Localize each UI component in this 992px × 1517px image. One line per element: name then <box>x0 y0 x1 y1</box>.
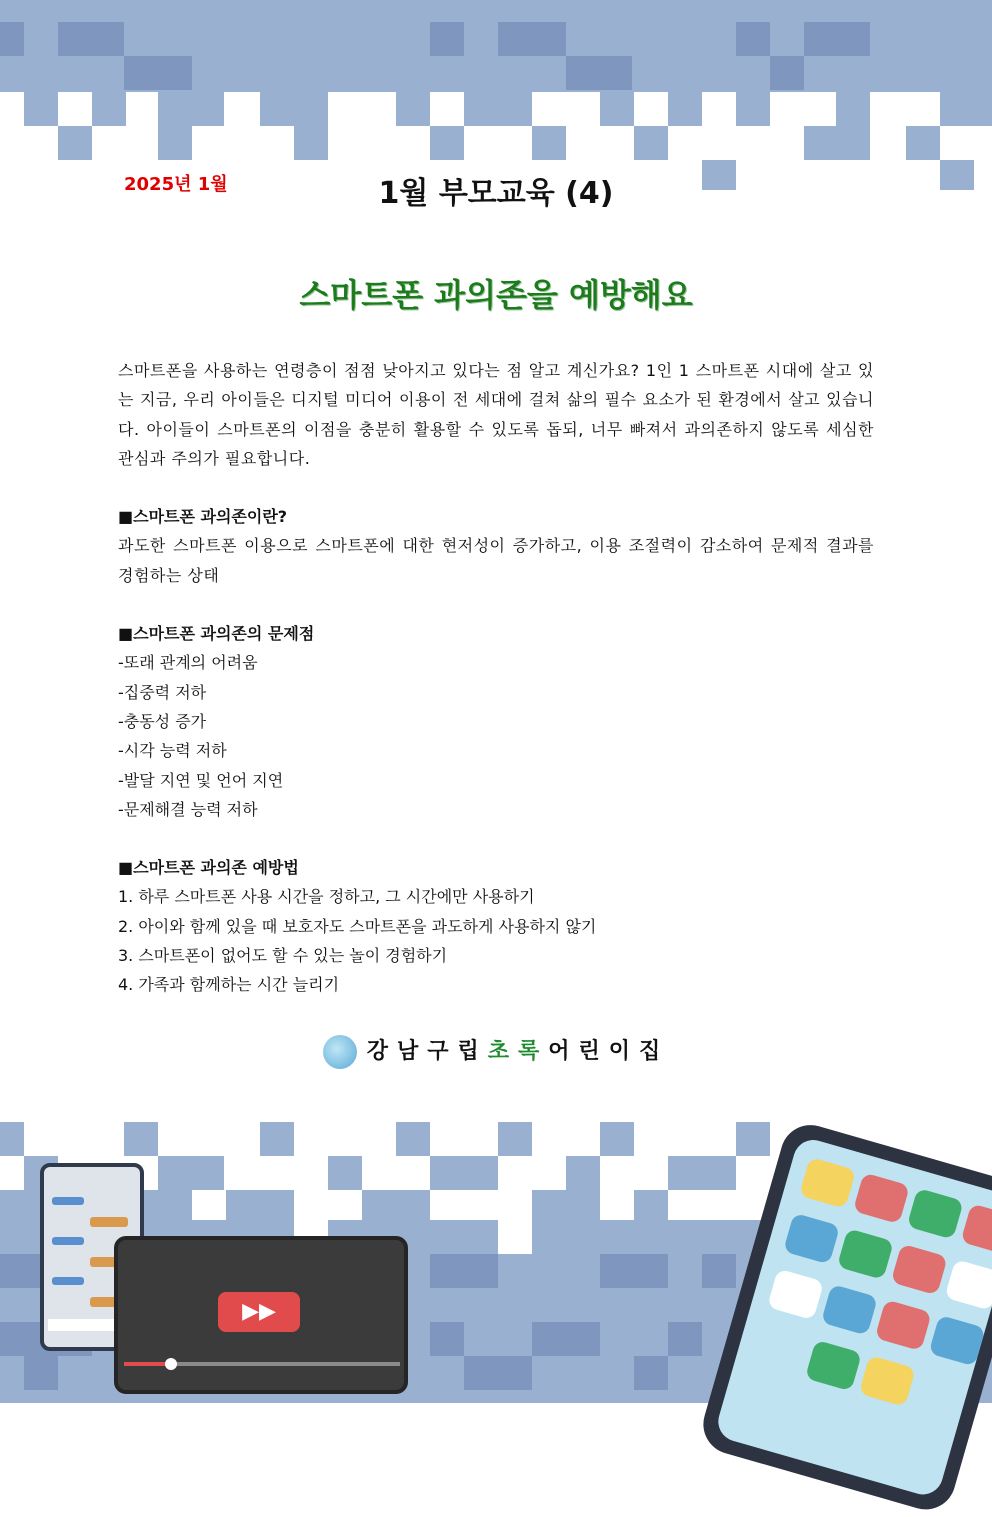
pixel-block <box>362 1190 430 1220</box>
pixel-block <box>124 56 192 90</box>
pixel-block <box>906 126 940 160</box>
pixel-block <box>158 92 224 126</box>
app-icon <box>783 1213 840 1265</box>
pixel-block <box>430 126 464 160</box>
pixel-block <box>260 92 328 126</box>
pixel-block <box>736 92 770 126</box>
pixel-block <box>634 1356 668 1390</box>
date-label: 2025년 1월 <box>124 174 228 195</box>
pixel-block <box>634 1190 668 1220</box>
pixel-block <box>430 1322 464 1356</box>
app-icon <box>891 1244 948 1296</box>
app-icon <box>929 1315 986 1367</box>
pixel-block <box>668 92 702 126</box>
daycare-logo-icon <box>323 1035 357 1069</box>
app-icon <box>821 1284 878 1336</box>
list-item: -문제해결 능력 저하 <box>118 799 258 819</box>
pixel-block <box>600 1254 668 1288</box>
pixel-block <box>328 1156 362 1190</box>
page-title: 1월 부모교육 (4) <box>378 176 614 211</box>
app-icon <box>875 1299 932 1351</box>
progress-knob-icon <box>165 1358 177 1370</box>
pixel-block <box>836 92 870 126</box>
pixel-block <box>498 1122 532 1156</box>
subtitle: 스마트폰 과의존을 예방해요 <box>299 276 693 314</box>
app-icon <box>944 1259 992 1311</box>
pixel-block <box>260 1122 294 1156</box>
app-icon <box>805 1340 862 1392</box>
pixel-block <box>668 1322 702 1356</box>
app-icon <box>907 1188 964 1240</box>
app-icon <box>960 1203 992 1255</box>
pixel-block <box>0 1122 24 1156</box>
org-name-part1: 강남구립 <box>366 1039 488 1064</box>
pixel-block <box>498 1220 532 1254</box>
pixel-block <box>668 1156 736 1190</box>
pixel-block <box>158 1156 224 1190</box>
pixel-block <box>770 56 804 90</box>
list-item: 4. 가족과 함께하는 시간 늘리기 <box>118 975 340 995</box>
pixel-block <box>396 1122 430 1156</box>
pixel-block <box>532 1190 600 1220</box>
play-button-icon: ▶▶ <box>218 1292 300 1332</box>
pixel-block <box>532 126 566 160</box>
pixel-block <box>736 22 770 56</box>
list-item: -시각 능력 저하 <box>118 741 227 761</box>
pixel-block <box>396 92 430 126</box>
video-player-illustration <box>114 1236 408 1394</box>
pixel-block <box>430 22 464 56</box>
pixel-block <box>58 126 92 160</box>
pixel-block <box>58 22 124 56</box>
pixel-block <box>702 1254 736 1288</box>
organization-name <box>0 1034 992 1069</box>
content-body <box>118 356 874 1000</box>
pixel-block <box>532 92 566 126</box>
app-icon <box>859 1355 916 1407</box>
app-icon <box>853 1172 910 1224</box>
section-heading-problems: ■스마트폰 과의존의 문제점 <box>118 624 315 644</box>
pixel-block <box>634 126 668 160</box>
top-pixel-decoration <box>0 0 992 195</box>
pixel-block <box>600 92 634 126</box>
pixel-block <box>226 1190 294 1220</box>
org-name-part2: 초록 <box>487 1039 549 1064</box>
intro-paragraph: 스마트폰을 사용하는 연령층이 점점 낮아지고 있다는 점 알고 계신가요? 1인 1 스마트폰 시대에 살고 있는 지금, 우리 아이들은 디지털 미디어 이용이 전 세대에 걸쳐 삶의 필수 요소가 된 환경에서 살고 있습니다. 아이들이 스마트폰의 이점을 충분히 활용할 수 있도록 돕되, 너무 빠져서 과의존하지 않도록 세심한 관심과 주의가 필요합니다. <box>118 361 874 468</box>
list-item: 1. 하루 스마트폰 사용 시간을 정하고, 그 시간에만 사용하기 <box>118 887 535 907</box>
pixel-block <box>940 92 992 126</box>
pixel-block <box>498 22 566 56</box>
pixel-block <box>430 1156 498 1190</box>
pixel-block <box>804 126 870 160</box>
pixel-block <box>464 92 532 126</box>
video-progress-bar <box>124 1362 400 1366</box>
pixel-block <box>464 1356 532 1390</box>
pixel-block <box>566 1156 600 1190</box>
app-icon <box>767 1269 824 1321</box>
definition-text: 과도한 스마트폰 이용으로 스마트폰에 대한 현저성이 증가하고, 이용 조절력이 감소하여 문제적 결과를 경험하는 상태 <box>118 536 874 585</box>
org-name-part3: 어린이집 <box>548 1039 670 1064</box>
pixel-block <box>532 1322 600 1356</box>
list-item: 2. 아이와 함께 있을 때 보호자도 스마트폰을 과도하게 사용하지 않기 <box>118 916 597 936</box>
pixel-block <box>0 22 24 56</box>
pixel-block <box>24 1356 58 1390</box>
list-item: -또래 관계의 어려움 <box>118 653 258 673</box>
pixel-block <box>24 92 58 126</box>
pixel-block <box>92 92 126 126</box>
section-heading-prevention: ■스마트폰 과의존 예방법 <box>118 858 299 878</box>
pixel-block <box>566 56 632 90</box>
list-item: -충동성 증가 <box>118 711 207 731</box>
pixel-block <box>736 1122 770 1156</box>
pixel-block <box>430 1254 498 1288</box>
pixel-block <box>870 92 904 126</box>
app-icon <box>837 1228 894 1280</box>
list-item: -집중력 저하 <box>118 682 207 702</box>
pixel-block <box>158 126 192 160</box>
section-heading-definition: ■스마트폰 과의존이란? <box>118 507 288 527</box>
pixel-block <box>804 22 870 56</box>
list-item: -발달 지연 및 언어 지연 <box>118 770 284 790</box>
app-icon <box>799 1157 856 1209</box>
list-item: 3. 스마트폰이 없어도 할 수 있는 놀이 경험하기 <box>118 946 448 966</box>
pixel-block <box>294 126 328 160</box>
pixel-block <box>124 1122 158 1156</box>
pixel-block <box>600 1122 634 1156</box>
